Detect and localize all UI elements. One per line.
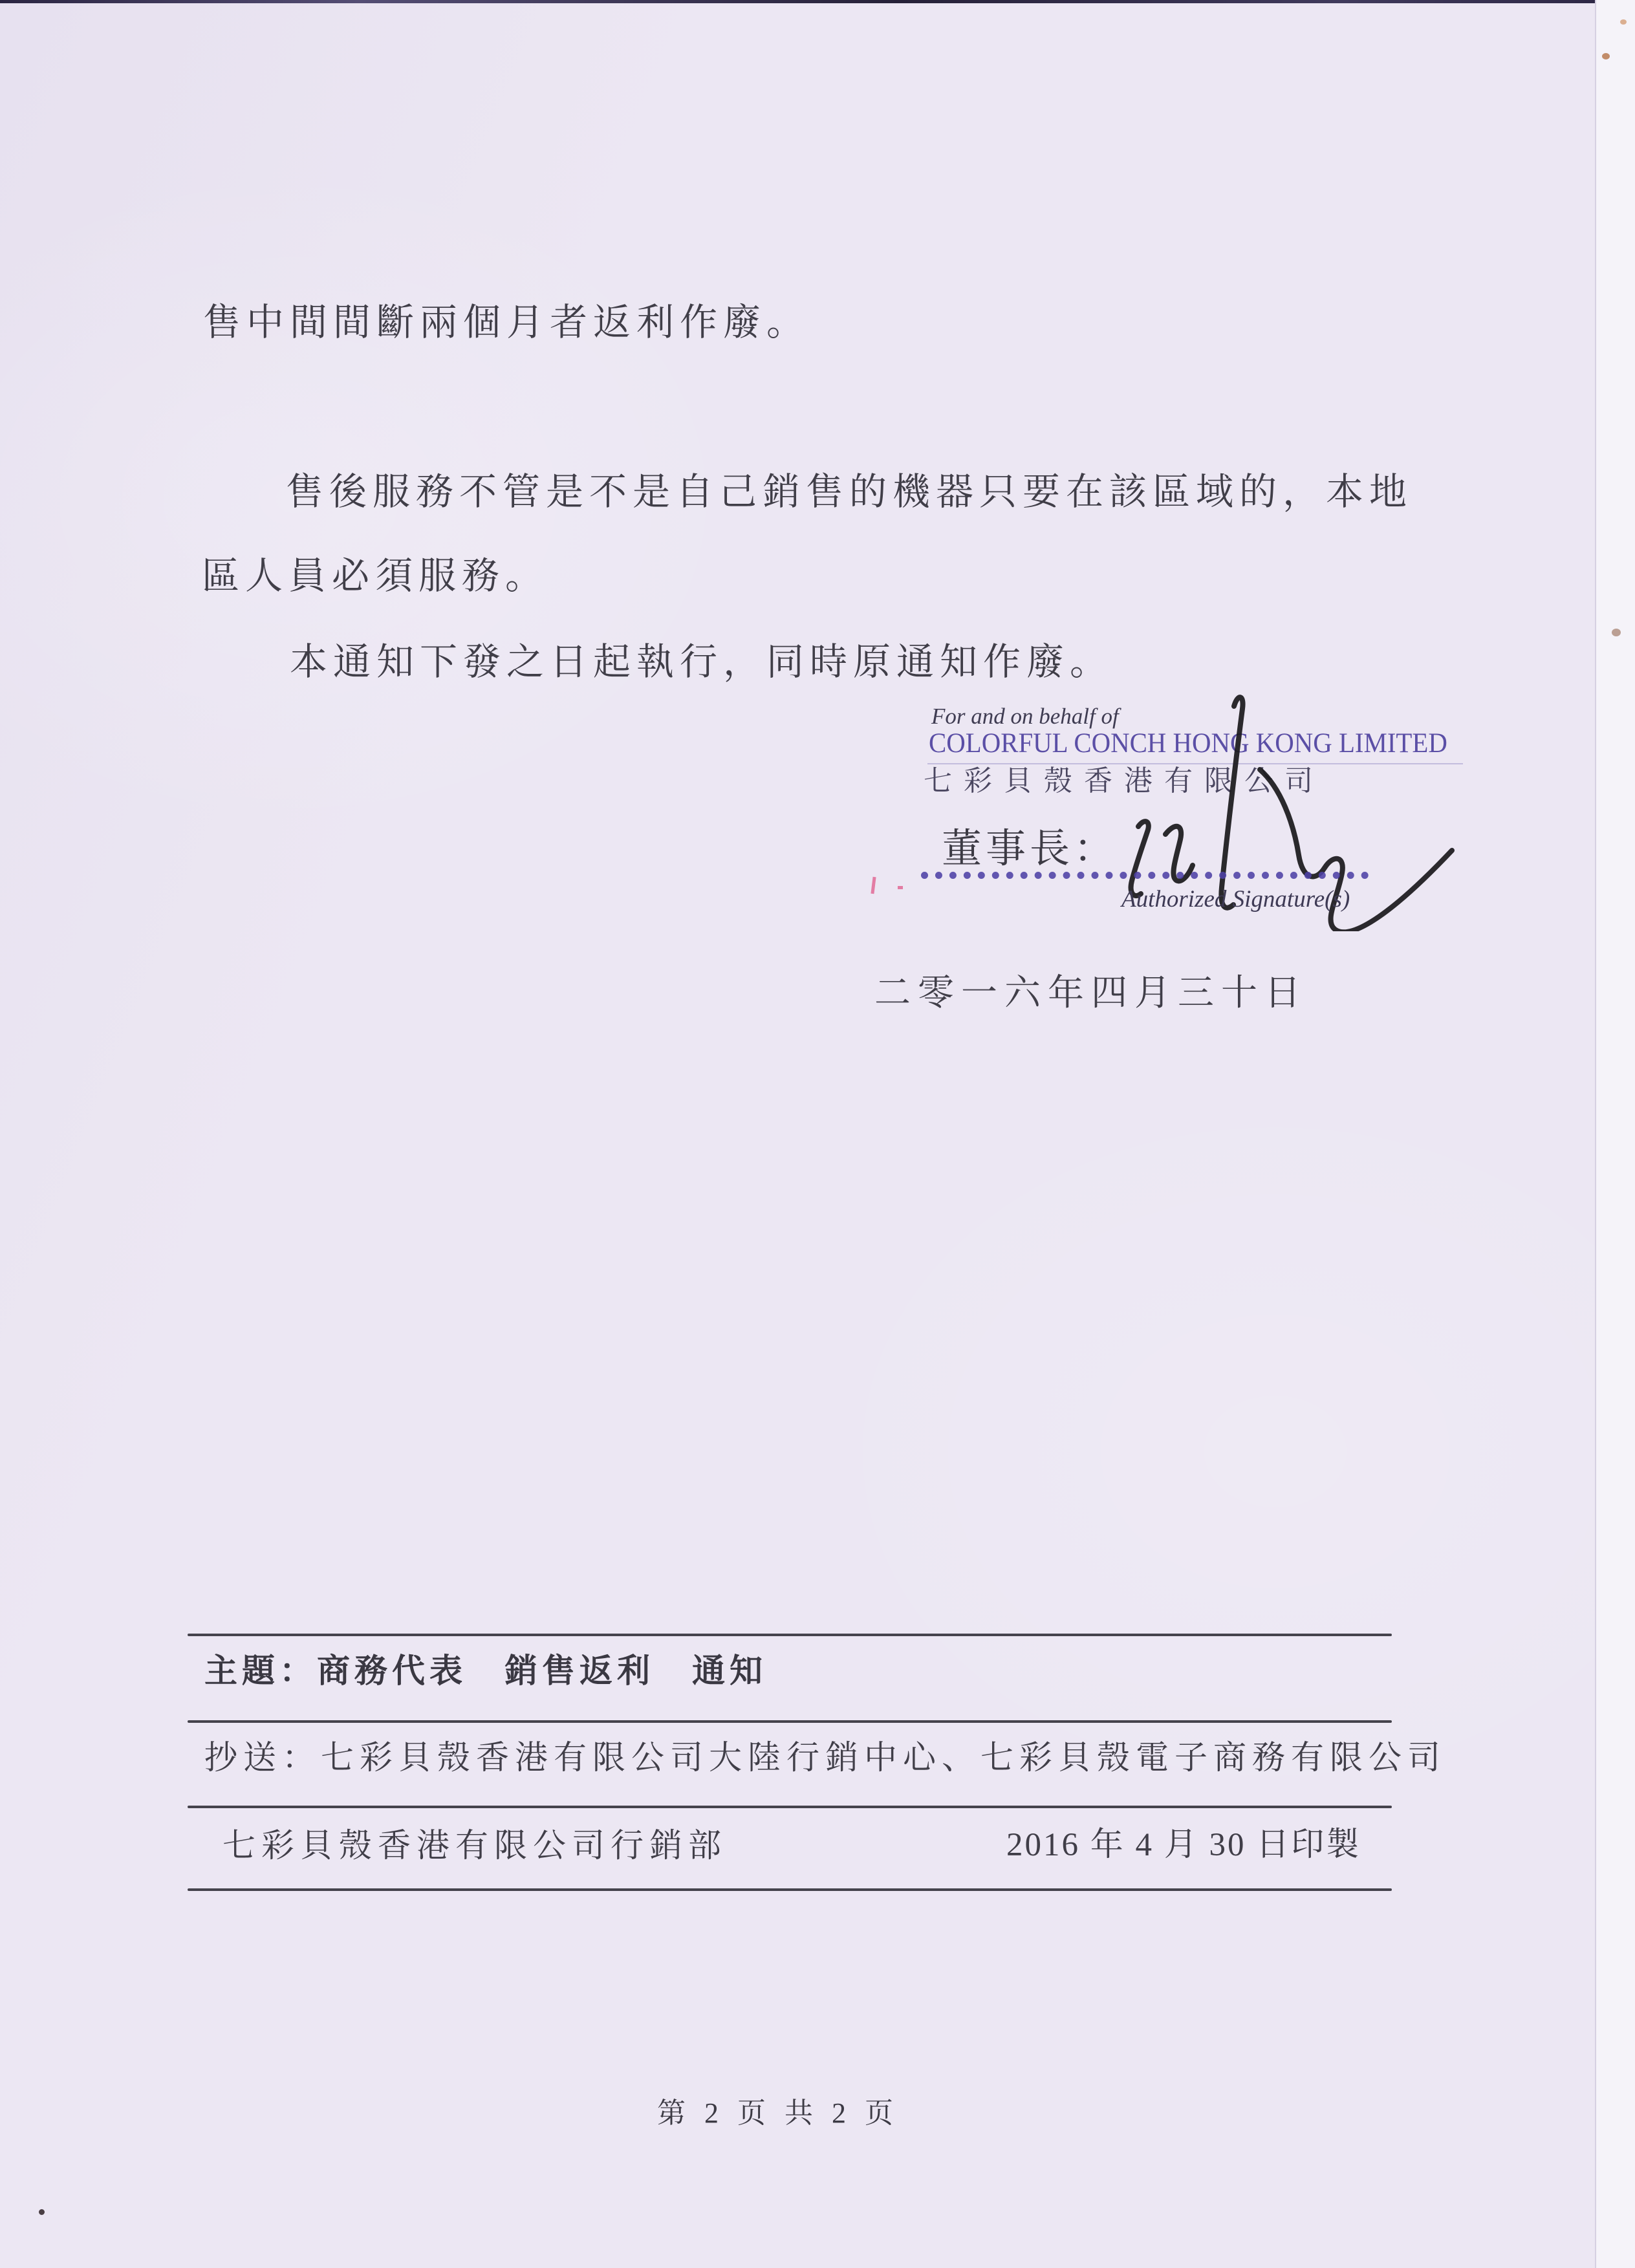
footer-cc-row: 抄送：七彩貝殼香港有限公司大陸行銷中心、七彩貝殼電子商務有限公司 <box>204 1740 1447 1777</box>
footer-department: 七彩貝殼香港有限公司行銷部 <box>222 1828 728 1864</box>
footer-rule-bottom <box>188 1888 1392 1891</box>
pink-ink-mark <box>898 886 903 889</box>
body-line-1: 售中間間斷兩個月者返利作廢。 <box>203 301 810 343</box>
body-line-2: 售後服務不管是不是自己銷售的機器只要在該區域的，本地 <box>286 471 1413 513</box>
footer-rule-top <box>188 1634 1392 1636</box>
scan-stain <box>1602 53 1610 59</box>
for-and-on-behalf-label: For and on behalf of <box>931 704 1119 729</box>
signer-title-label: 董事長： <box>942 827 1118 871</box>
footer-subject-row: 主題：商務代表 銷售返利 通知 <box>204 1654 768 1690</box>
scan-stain <box>39 2209 45 2215</box>
body-line-3: 區人員必須服務。 <box>202 555 549 597</box>
page-number: 第 2 页 共 2 页 <box>657 2097 899 2129</box>
scan-stain <box>1612 629 1621 636</box>
document-date: 二零一六年四月三十日 <box>874 973 1308 1013</box>
scan-stain <box>1620 19 1627 25</box>
footer-print-date: 2016 年 4 月 30 日印製 <box>1006 1827 1361 1863</box>
signature-dotted-line <box>921 872 1369 879</box>
body-line-4: 本通知下發之日起執行，同時原通知作廢。 <box>290 641 1114 683</box>
company-stamp-chinese: 七彩貝殼香港有限公司 <box>924 765 1325 797</box>
paper-right-edge <box>1595 0 1635 2268</box>
pink-ink-mark <box>871 877 876 894</box>
footer-rule-middle-2 <box>188 1806 1392 1808</box>
footer-rule-middle-1 <box>188 1720 1392 1723</box>
scanner-top-edge <box>0 0 1635 3</box>
company-stamp-english: COLORFUL CONCH HONG KONG LIMITED <box>929 728 1447 759</box>
authorized-signature-label: Authorized Signature(s) <box>1121 886 1350 913</box>
